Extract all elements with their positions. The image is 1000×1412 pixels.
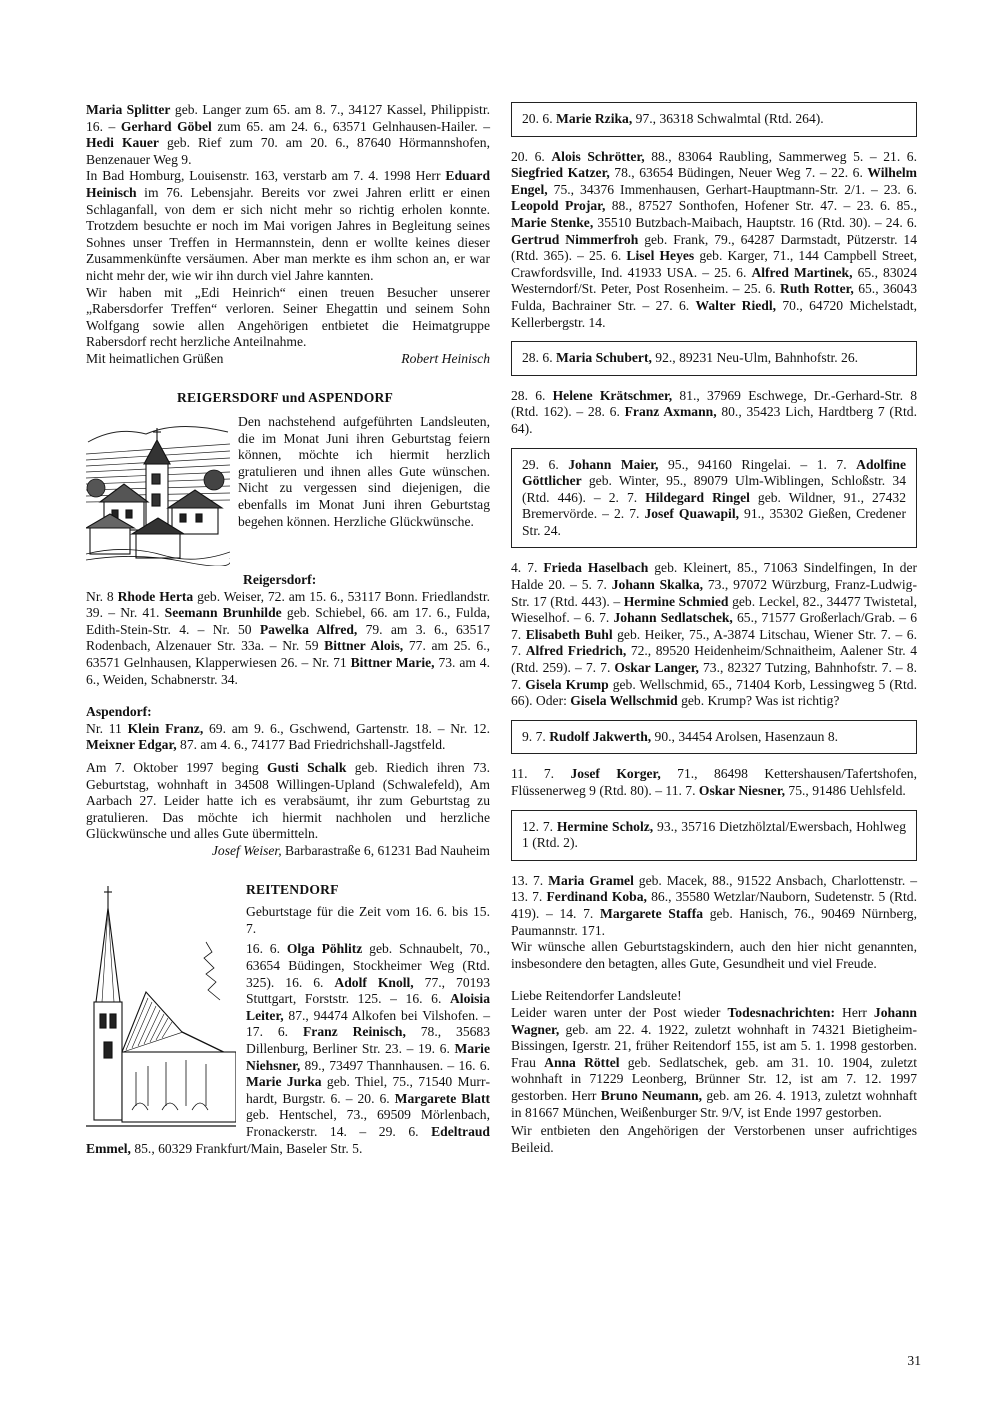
person-name: Hermine Schmied — [623, 593, 729, 609]
person-name: Gisela Krump — [525, 676, 609, 692]
person-name: Adolf Knoll, — [334, 974, 414, 990]
boxed-entry-marie-rzika: 20. 6. Marie Rzika, 97., 36318 Schwalmtal (Rtd. 264). — [511, 102, 917, 137]
person-name: Olga Pöhlitz — [286, 941, 363, 957]
person-name: Johann Maier, — [568, 456, 659, 472]
boxed-entry-rudolf-jakwerth: 9. 7. Rudolf Jakwerth, 90., 34454 Arolsen, Hasenzaun 8. — [511, 720, 917, 755]
birthday-list-july-4-8: 4. 7. Frieda Haselbach geb. Kleinert, 85., 71063 Sindelfingen, In der Halde 20. – 5. 7. Johann Skalka, 73., 97072 Würzburg, Franz-Ludwig-Str. 17 (Rtd. 443). – Hermine Schmied geb. Leckel, 82., 34477 Twistetal, Wieselhof. – 6. 7. Johann Sedlatschek, 65., 71577 Großerlach/Grab. – 6 7. Elisabeth Buhl geb. Heiker, 75., A-3874 Litschau, Wiener Str. 7. – 6. 7. Alfred Friedrich, 72., 89520 Heidenheim/Schnaitheim, Aalener Str. 4 (Rtd. 259). – 7. 7. Oskar Langer, 73., 82327 Tutzing, Bahnhofstr. 7. – 8. 7. Gisela Krump geb. Wellschmid, 65., 71404 Korb, Lessingweg 5 (Rtd. 66). Oder: Gisela Wellschmid geb. Krump? Was ist richtig? — [511, 560, 918, 709]
page-number: 31 — [907, 1353, 921, 1368]
person-name: Walter Riedl, — [695, 297, 777, 313]
person-name: Oskar Langer, — [614, 660, 699, 676]
signature-josef-weiser-name: Josef Weiser, — [211, 843, 282, 858]
heading-reitendorf: REITENDORF — [246, 881, 339, 897]
person-name: Gerhard Göbel — [120, 118, 212, 134]
left-column — [86, 102, 490, 1157]
obituary-eduard-heinisch: In Bad Homburg, Louisenstr. 163, verstarb am 7. 4. 1998 Herr Eduard Heinisch im 76. Lebensjahr. Bereits vor zwei Jahren erlitt er einen Schlaganfall, von dem er sich nicht mehr so richtig erholen konnte. Trotzdem besuchte er noch im Mai vorigen Jahres in Begleitung seines Sohnes unser Treffen in Hermannstein, denn er wollte keines dieser Zusammenkünfte versäumen. Aber man merkte es ihm schon an, er war nicht mehr der, wie wir ihn durch viel Jahre kannten. — [86, 168, 490, 283]
person-name: Josef Korger, — [570, 766, 661, 782]
person-name: Frieda Haselbach — [543, 560, 649, 576]
person-name: Eduard Heinisch — [86, 168, 490, 200]
person-name: Lisel Heyes — [626, 248, 695, 264]
person-name: Gertrud Nimmerfroh — [511, 231, 639, 247]
person-name: Alfred Friedrich, — [525, 643, 627, 659]
person-name: Wilhelm Engel, — [511, 165, 917, 197]
person-name: Johann Skalka, — [611, 577, 704, 593]
person-name: Oskar Niesner, — [698, 783, 786, 798]
person-name: Maria Gramel — [548, 872, 634, 888]
greeting-reitendorf: Liebe Reitendorfer Landsleute! — [511, 988, 682, 1004]
boxed-entry-hermine-scholz: 12. 7. Hermine Scholz, 93., 35716 Dietzhölztal/Ewersbach, Hohlweg 1 (Rtd. 2). — [511, 810, 917, 861]
person-name: Siegfried Katzer, — [511, 165, 610, 181]
signature-row — [86, 351, 490, 368]
person-name: Edeltraud Emmel, — [86, 1123, 490, 1156]
subheading-aspendorf: Aspendorf: — [86, 704, 152, 720]
person-name: Ferdinand Koba, — [546, 889, 647, 905]
birthday-list-june-28: 28. 6. Helene Krätschmer, 81., 37969 Eschwege, Dr.-Gerhard-Str. 8 (Rtd. 162). – 28. 6. Franz Axmann, 80., 35423 Lich, Hardtberg 7 (Rtd. 64). — [511, 387, 917, 436]
person-name: Maria Splitter — [86, 102, 171, 117]
person-name: Franz Reinisch, — [302, 1024, 406, 1040]
person-name: Bruno Neumann, — [600, 1087, 703, 1103]
person-name: Marie Niehsner, — [246, 1040, 490, 1073]
person-name: Bittner Alois, — [324, 638, 404, 654]
intro-birthdays: Maria Splitter geb. Langer zum 65. am 8. 7., 34127 Kassel, Philippistr. 16. – Gerhard Göbel zum 65. am 24. 6., 63571 Gelnhausen-Hailer. – Hedi Kauer geb. Rief zum 70. am 20. 6., 87640 Hörmannshofen, Benzenauer Weg 9. — [86, 102, 491, 167]
obituary-remembrance: Wir haben mit „Edi Heinrich“ einen treuen Besucher unserer „Rabersdorfer Treffen“ verloren. Seiner Ehegattin und seinem Sohn Wolfgang sowie allen Angehörigen entbietet die Heimatgruppe Rabersdorf recht herzliche Anteilnahme. — [86, 284, 490, 350]
person-name: Alfred Martinek, — [751, 264, 853, 280]
person-name: Anna Röttel — [544, 1054, 620, 1070]
person-name: Gusti Schalk — [267, 760, 347, 776]
person-name: Meixner Edgar, — [86, 737, 177, 753]
person-name: Margarete Blatt — [394, 1090, 490, 1106]
village-church-illustration — [86, 414, 230, 566]
boxed-entry-maria-schubert: 28. 6. Maria Schubert, 92., 89231 Neu-Ulm, Bahnhofstr. 26. — [511, 341, 917, 376]
person-name: Rhode Herta — [117, 588, 194, 604]
person-name: Hermine Scholz, — [556, 818, 654, 834]
reigersdorf-intro: Den nachstehend aufgeführten Landsleuten, die im Monat Juni ihren Geburtstag feiern können, möchte ich hiermit herzlich gratulieren und ihnen alles Gute wünschen. Nicht zu vergessen sind diejenigen, die ebenfalls im Monat Juni ihren Geburtstag begehen können. Herzliche Glückwünsche. — [238, 414, 490, 529]
person-name: Klein Franz, — [127, 720, 204, 736]
person-name: Adolfine Göttlicher — [522, 456, 906, 489]
person-name: Rudolf Jakwerth, — [549, 728, 652, 744]
person-name: Helene Krätschmer, — [552, 387, 673, 403]
signature-josef-weiser-address: Barbarastraße 6, 61231 Bad Nauheim — [281, 843, 490, 858]
reitendorf-period: Geburtstage für die Zeit vom 16. 6. bis 15. 7. — [246, 904, 490, 936]
person-name: Gisela Wellschmid — [570, 693, 678, 709]
heading-reigersdorf-aspendorf: REIGERSDORF und ASPENDORF — [177, 389, 394, 405]
person-name: Johann Wagner, — [511, 1004, 917, 1037]
person-name: Ruth Rotter, — [780, 281, 854, 297]
person-name: Maria Schubert, — [555, 350, 652, 366]
subheading-reigersdorf: Reigersdorf: — [243, 572, 317, 588]
person-name: Alois Schrötter, — [551, 148, 645, 164]
birthday-list-july-13-14: 13. 7. Maria Gramel geb. Macek, 88., 91522 Ansbach, Charlottenstr. – 13. 7. Ferdinand Koba, 86., 35580 Wetzlar/Nauborn, Sudetenstr. 5 (Rtd. 419). – 14. 7. Margarete Staffa geb. Hanisch, 76., 90469 Nürnberg, Paumannstr. 171. — [511, 872, 918, 938]
person-name: Marie Jurka — [246, 1074, 322, 1090]
person-name: Bittner Marie, — [350, 655, 435, 671]
person-name: Franz Axmann, — [624, 404, 717, 420]
person-name: Elisabeth Buhl — [525, 626, 613, 642]
birthday-list-july-11: 11. 7. Josef Korger, 71., 86498 Kettershausen/Tafertshofen, Flüssenerweg 9 (Rtd. 80). – 11. 7. Oskar Niesner, 75., 91486 Uehlsfeld. — [511, 766, 917, 798]
right-column — [511, 102, 917, 1156]
person-name: Margarete Staffa — [599, 905, 704, 921]
person-name: Marie Rzika, — [555, 111, 633, 126]
person-name: Hedi Kauer — [86, 135, 159, 151]
signature-josef-weiser — [86, 843, 490, 860]
person-name: Johann Sedlatschek, — [613, 610, 733, 626]
birthday-list-june-20-27: 20. 6. Alois Schrötter, 88., 83064 Raubling, Sammerweg 5. – 21. 6. Siegfried Katzer, 78., 63654 Büdingen, Neuer Weg 7. – 22. 6. Wilhelm Engel, 75., 34376 Immenhausen, Gerhart-Hauptmann-Str. 2/1. – 23. 6. Leopold Projar, 88., 87527 Sonthofen, Hofener Str. 47. – 23. 6. 85., Marie Stenke, 35510 Butzbach-Maibach, Hauptstr. 16 (Rtd. 30). – 24. 6. Gertrud Nimmerfroh geb. Frank, 79., 64287 Darmstadt, Pützerstr. 14 (Rtd. 365). – 25. 6. Lisel Heyes geb. Karger, 71., 144 Campbell Street, Crawfordsville, Ind. 41933 USA. – 25. 6. Alfred Martinek, 65., 83024 Westerndorf/St. Peter, Post Rosenheim. – 25. 6. Ruth Rotter, 65., 36043 Fulda, Bachrainer Str. – 27. 6. Walter Riedl, 70., 64720 Michelstadt, Kellerbergstr. 14. — [511, 148, 918, 330]
person-name: Aloisia Leiter, — [246, 991, 490, 1023]
signature-robert-heinisch: Robert Heinisch — [401, 350, 490, 366]
person-name: Leopold Projar, — [511, 198, 606, 214]
person-name: Seemann Brunhilde — [164, 605, 282, 621]
boxed-entry-june29-july2: 29. 6. Johann Maier, 95., 94160 Ringelai. – 1. 7. Adolfine Göttlicher geb. Winter, 95., 89079 Ulm-Wiblingen, Schloßstr. 34 (Rtd. 446). – 2. 7. Hildegard Ringel geb. Wildner, 91., 27432 Bremervörde. – 2. 7. Josef Quawapil, 91., 35302 Gießen, Credener Str. 24. — [511, 448, 917, 549]
closing-greeting: Mit heimatlichen Grüßen — [86, 350, 224, 366]
person-name: Pawelka Alfred, — [259, 621, 358, 637]
birthday-wishes: Wir wünsche allen Geburtstagskindern, auch den hier nicht genannten, insbesondere den betagten, alles Gute, Gesundheit und viel Freude. — [511, 939, 917, 971]
death-notices: Leider waren unter der Post wieder Todesnachrichten: Herr Johann Wagner, geb. am 22. 4. 1922, zuletzt wohnhaft in 74321 Bietigheim-Bissingen, Igerstr. 21, früher Reitendorf 155, ist am 5. 1. 1998 gestorben. Frau Anna Röttel geb. Sedlatschek, geb. am 31. 10. 1904, zuletzt wohnhaft in 71229 Leonberg, Brünner Str. 12, ist am 7. 12. 1997 gestorben. Herr Bruno Neumann, geb. am 26. 4. 1913, zuletzt wohnhaft in 81667 München, Weißenburger Str. 9/V, ist Ende 1997 gestorben. — [511, 1004, 918, 1120]
aspendorf-birthday-list: Nr. 11 Klein Franz, 69. am 9. 6., Gschwend, Gartenstr. 18. – Nr. 12. Meixner Edgar, 87. am 4. 6., 74177 Bad Friedrichshall-Jagstfeld. — [86, 720, 490, 753]
condolences: Wir entbieten den Angehörigen der Verstorbenen unser aufrichtiges Beileid. — [511, 1123, 917, 1155]
person-name: Josef Quawapil, — [644, 506, 739, 522]
person-name: Hildegard Ringel — [645, 489, 750, 505]
reigersdorf-birthday-list: Nr. 8 Rhode Herta geb. Weiser, 72. am 15. 6., 53117 Bonn. Friedlandstr. 39. – Nr. 41. Seemann Brunhilde geb. Schiebel, 66. am 17. 6., Fulda, Edith-Stein-Str. 4. – Nr. 50 Pawelka Alfred, 79. am 3. 6., 63517 Rodenbach, Alzenauer Str. 33a. – Nr. 59 Bittner Alois, 77. am 25. 6., 63571 Gelnhausen, Klapperwiesen 26. – Nr. 71 Bittner Marie, 73. am 4. 6., Weiden, Schabnerstr. 34. — [86, 588, 491, 687]
late-birthday-gusti-schalk: Am 7. Oktober 1997 beging Gusti Schalk geb. Riedich ihren 73. Geburtstag, wohnhaft in 34508 Willingen-Upland (Schwalefeld), Am Aarbach 27. Leider hatte ich es verabsäumt, ihr zum Geburtstag zu gratulieren. Das möchte ich hiermit nachholen und herzliche Glückwünsche und alles Gute übermitteln. — [86, 760, 490, 842]
person-name: Marie Stenke, — [511, 214, 594, 230]
reitendorf-birthday-list: 16. 6. Olga Pöhlitz geb. Schnaubelt, 70., 63654 Büdingen, Stockheimer Weg (Rtd. 325). 16. 6. Adolf Knoll, 77., 70193 Stuttgart, Forststr. 125. – 16. 6. Aloisia Leiter, 87., 94474 Alkofen bei Vilshofen. – 17. 6. Franz Reinisch, 78., 35683 Dillenburg, Berliner Str. 23. – 19. 6. Marie Niehsner, 89., 73497 Thannhausen. – 16. 6. Marie Jurka geb. Thiel, 75., 71540 Murrhardt, Burgstr. 6. – 20. 6. Margarete Blatt geb. Hentschel, 73., 69509 Mörlenbach, Fronackerstr. 14. – 29. 6. Edeltraud Emmel, 85., 60329 Frankfurt/Main, Baseler Str. 5. — [86, 941, 491, 1156]
person-name: Todesnachrichten: — [727, 1004, 835, 1020]
reitendorf-church-illustration — [86, 882, 236, 1132]
